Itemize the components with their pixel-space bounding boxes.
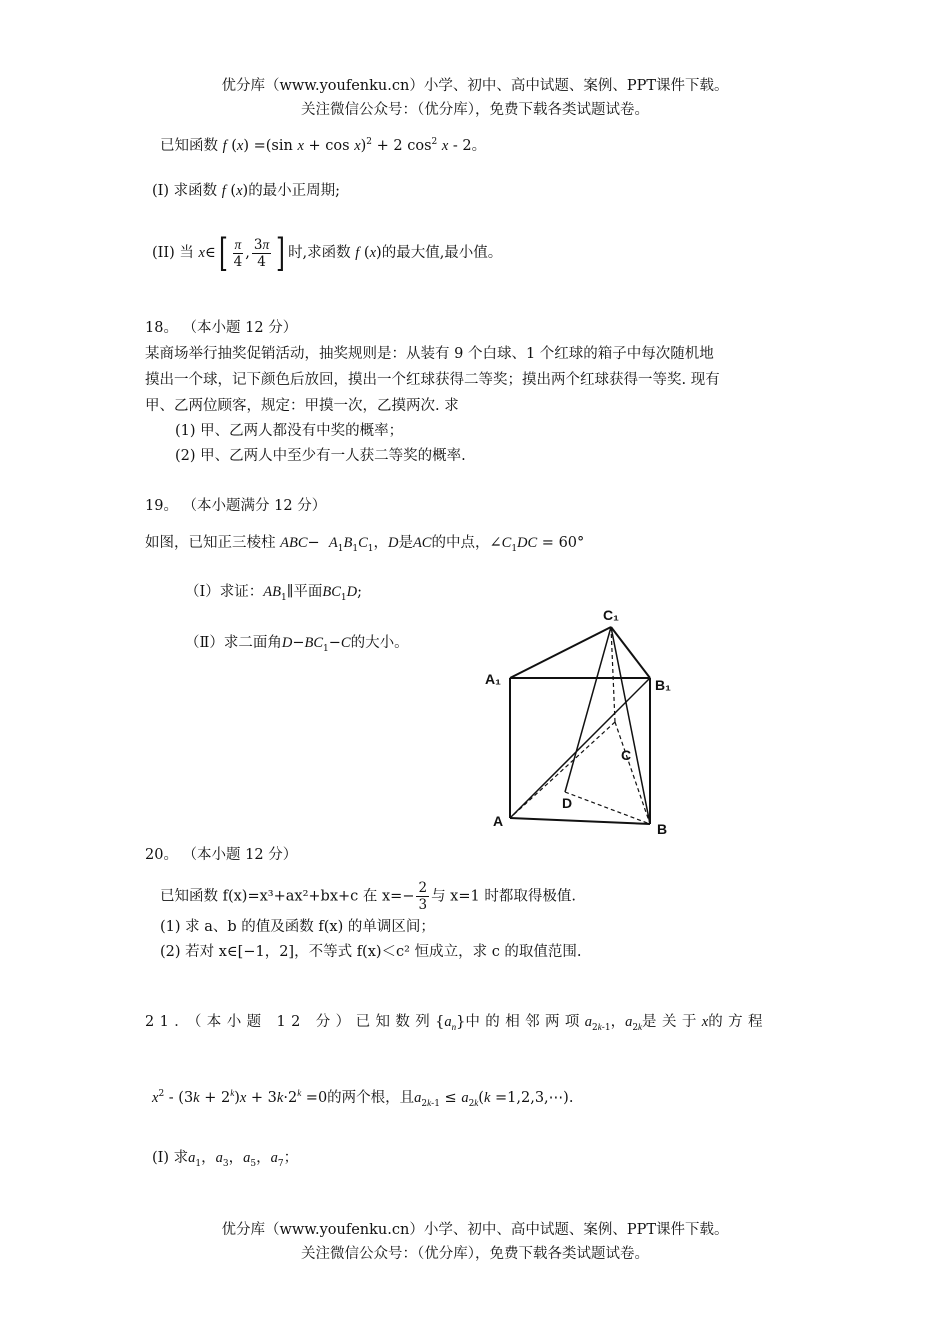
- q17-part2: (II) 当 x∈[ $\frac{\pi}{4}$ , $\frac{3\pi}{4}$ ] 时,求函数 f (x)的最大值,最小值。: [152, 231, 503, 275]
- footer-line-2: 关注微信公众号：（优分库），免费下载各类试题试卷。: [301, 1246, 649, 1262]
- q18-heading: 18。 （本小题 12 分）: [145, 320, 298, 336]
- q20-part-1: (1) 求 a、b 的值及函数 f(x) 的单调区间；: [160, 919, 435, 935]
- q17-part1: (I) 求函数 f (x)的最小正周期;: [152, 183, 341, 199]
- q19-intro: 如图，已知正三棱柱 $ABC- A_1B_1C_1$，D是AC的中点，$\angle C_1DC = 60^\circ$: [145, 535, 585, 554]
- label-B: B: [657, 821, 668, 837]
- q19-part-2: （Ⅱ）求二面角$D-BC_1-C$的大小。: [185, 635, 409, 654]
- label-C: C: [621, 747, 632, 763]
- footer-line-1: 优分库（www.youfenku.cn）小学、初中、高中试题、案例、PPT课件下载。: [221, 1222, 729, 1238]
- edge-AB: [510, 818, 650, 824]
- q20-line-1: 已知函数 f(x)=x³+ax²+bx+c 在 x=− $\frac{2}{3}$ 与 x=1 时都取得极值.: [160, 880, 576, 913]
- label-C1: C₁: [603, 607, 619, 623]
- q21-line-1: 21．（本小题 12 分）已知数列$\{a_n\}$中的相邻两项$a_{2k-1}$，$a_{2k}$是关于x的方程: [145, 1014, 768, 1033]
- edge-DB-hidden: [565, 792, 650, 824]
- label-A: A: [493, 813, 504, 829]
- header-line-1: 优分库（www.youfenku.cn）小学、初中、高中试题、案例、PPT课件下载。: [221, 78, 729, 94]
- q18-part-2: (2) 甲、乙两人中至少有一人获二等奖的概率.: [175, 448, 466, 464]
- edge-C1B: [611, 627, 650, 824]
- label-A1: A₁: [485, 671, 501, 687]
- q17-intro: 已知函数 f (x) =(sin x + cos x)$^2$ + 2 $\cos^2 x - 2$。: [160, 137, 487, 154]
- header-line-2: 关注微信公众号：（优分库），免费下载各类试题试卷。: [301, 102, 649, 118]
- q21-part-1: (I) 求$a_1$，$a_3$，$a_5$，$a_7$；: [152, 1150, 299, 1169]
- edge-C1D: [565, 627, 611, 792]
- q18-line-1: 某商场举行抽奖促销活动，抽奖规则是：从装有 9 个白球、1 个红球的箱子中每次随机地: [145, 346, 714, 362]
- q18-line-2: 摸出一个球，记下颜色后放回，摸出一个红球获得二等奖；摸出两个红球获得一等奖. 现有: [145, 372, 720, 388]
- label-B1: B₁: [655, 677, 671, 693]
- q19-heading: 19。 （本小题满分 12 分）: [145, 498, 327, 514]
- edge-A1C1: [510, 627, 611, 678]
- q18-line-3: 甲、乙两位顾客，规定：甲摸一次，乙摸两次. 求: [145, 398, 459, 414]
- q21-line-2: $x^2 - (3k + 2^k)x + 3k\cdot 2^k =0$的两个根，且$a_{2k-1} \le a_{2k}(k$ =1,2,3,⋯).: [152, 1088, 574, 1109]
- label-D: D: [562, 795, 573, 811]
- q18-part-1: (1) 甲、乙两人都没有中奖的概率；: [175, 423, 404, 439]
- prism-figure: [485, 602, 685, 842]
- q20-heading: 20。 （本小题 12 分）: [145, 847, 298, 863]
- q19-part-1: （Ⅰ）求证：$AB_1\parallel$平面$BC_1D$;: [185, 584, 363, 603]
- q20-part-2: (2) 若对 x∈[−1，2]，不等式 f(x)＜c² 恒成立，求 c 的取值范围.: [160, 944, 582, 960]
- edge-C1B1: [611, 627, 650, 678]
